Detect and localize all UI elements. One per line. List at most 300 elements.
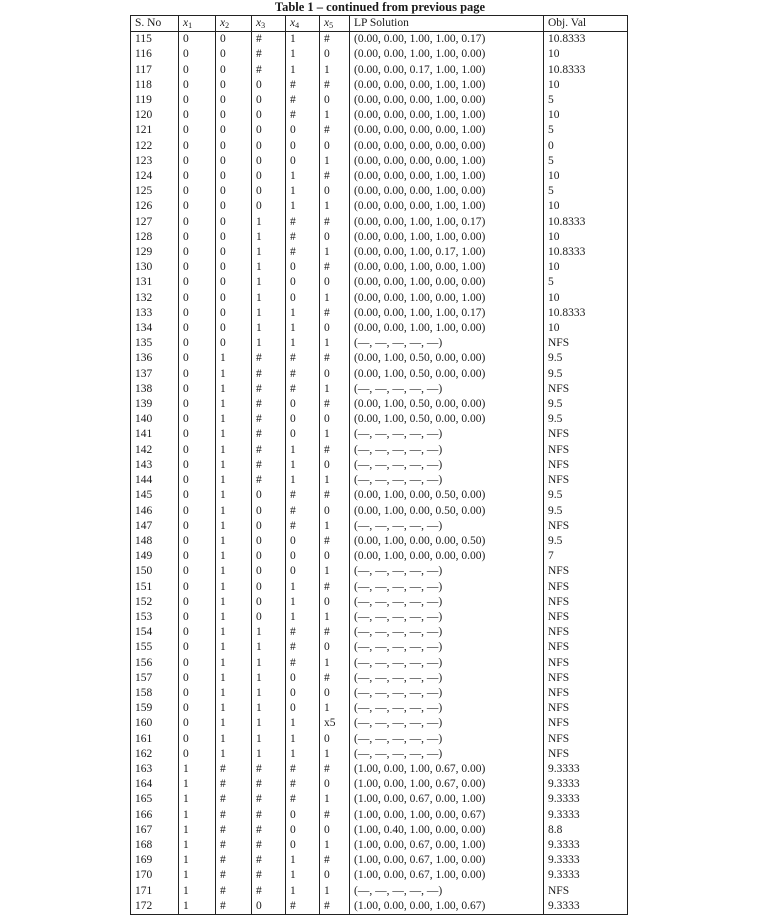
s-no-cell: 141 [131,427,179,442]
x1-cell: 1 [179,853,216,868]
s-no-cell: 149 [131,549,179,564]
table-row [131,154,628,169]
x3-cell: 0 [252,504,286,519]
header-s-no: S. No [131,16,179,32]
x3-cell: 1 [252,306,286,321]
s-no-cell: 139 [131,397,179,412]
x5-cell: # [320,808,350,823]
obj-val-cell: 10 [544,260,628,275]
s-no-cell: 117 [131,63,179,78]
lp-solution-cell: (—, —, —, —, —) [350,686,544,701]
header-x5: $x_5$ [320,16,350,32]
x5-cell: 0 [320,275,350,290]
x4-cell: # [286,762,320,777]
x2-cell: 1 [216,595,252,610]
x4-cell: 0 [286,412,320,427]
x4-cell: 0 [286,275,320,290]
s-no-cell: 124 [131,169,179,184]
table-row [131,397,628,412]
x2-cell: 1 [216,351,252,366]
x2-cell: 0 [216,32,252,48]
x3-cell: # [252,792,286,807]
obj-val-cell: NFS [544,701,628,716]
s-no-cell: 137 [131,367,179,382]
x5-cell: 1 [320,656,350,671]
x4-cell: 0 [286,397,320,412]
header-lp-solution: LP Solution [350,16,544,32]
lp-solution-cell: (1.00, 0.00, 0.00, 1.00, 0.67) [350,899,544,915]
x1-cell: 0 [179,260,216,275]
x2-cell: 0 [216,275,252,290]
obj-val-cell: 10 [544,291,628,306]
x4-cell: 1 [286,884,320,899]
x2-cell: # [216,777,252,792]
x2-cell: 0 [216,291,252,306]
x3-cell: # [252,351,286,366]
obj-val-cell: 9.5 [544,534,628,549]
x1-cell: 0 [179,78,216,93]
s-no-cell: 134 [131,321,179,336]
x4-cell: 0 [286,808,320,823]
x5-cell: # [320,397,350,412]
lp-solution-cell: (1.00, 0.00, 0.67, 0.00, 1.00) [350,792,544,807]
x2-cell: 1 [216,580,252,595]
x1-cell: 0 [179,610,216,625]
x3-cell: 1 [252,230,286,245]
x2-cell: 1 [216,564,252,579]
obj-val-cell: 9.3333 [544,853,628,868]
lp-solution-cell: (0.00, 1.00, 0.00, 0.00, 0.50) [350,534,544,549]
x1-cell: 0 [179,93,216,108]
obj-val-cell: NFS [544,564,628,579]
table-row [131,671,628,686]
x3-cell: 0 [252,488,286,503]
x1-cell: 0 [179,139,216,154]
x4-cell: 1 [286,868,320,883]
lp-solution-cell: (—, —, —, —, —) [350,382,544,397]
header-x2: $x_2$ [216,16,252,32]
obj-val-cell: 0 [544,139,628,154]
obj-val-cell: 5 [544,275,628,290]
x1-cell: 0 [179,549,216,564]
x3-cell: # [252,808,286,823]
x5-cell: 0 [320,139,350,154]
table-row [131,853,628,868]
table-row [131,595,628,610]
x5-cell: 1 [320,199,350,214]
x3-cell: # [252,47,286,62]
x3-cell: 0 [252,93,286,108]
x3-cell: # [252,367,286,382]
lp-solution-cell: (—, —, —, —, —) [350,458,544,473]
x4-cell: 0 [286,549,320,564]
x4-cell: 1 [286,169,320,184]
x3-cell: 1 [252,640,286,655]
x2-cell: 1 [216,488,252,503]
x2-cell: 0 [216,336,252,351]
s-no-cell: 169 [131,853,179,868]
x4-cell: # [286,78,320,93]
obj-val-cell: 5 [544,93,628,108]
lp-solution-cell: (—, —, —, —, —) [350,427,544,442]
x4-cell: 1 [286,321,320,336]
x5-cell: 1 [320,564,350,579]
obj-val-cell: 9.3333 [544,762,628,777]
x1-cell: 0 [179,519,216,534]
x5-cell: # [320,32,350,48]
x2-cell: 0 [216,184,252,199]
x2-cell: # [216,884,252,899]
obj-val-cell: 5 [544,154,628,169]
x4-cell: 0 [286,686,320,701]
lp-solution-cell: (0.00, 0.00, 0.00, 0.00, 1.00) [350,123,544,138]
x5-cell: # [320,443,350,458]
s-no-cell: 133 [131,306,179,321]
x1-cell: 0 [179,488,216,503]
x3-cell: # [252,884,286,899]
table-row [131,640,628,655]
obj-val-cell: 10.8333 [544,215,628,230]
x5-cell: # [320,534,350,549]
x1-cell: 1 [179,792,216,807]
x1-cell: 0 [179,306,216,321]
s-no-cell: 115 [131,32,179,48]
obj-val-cell: NFS [544,656,628,671]
obj-val-cell: NFS [544,382,628,397]
x4-cell: # [286,519,320,534]
lp-solution-cell: (0.00, 1.00, 0.00, 0.50, 0.00) [350,488,544,503]
x5-cell: # [320,580,350,595]
x3-cell: 1 [252,215,286,230]
table-row [131,306,628,321]
x4-cell: 1 [286,716,320,731]
s-no-cell: 162 [131,747,179,762]
x4-cell: # [286,504,320,519]
x1-cell: 0 [179,321,216,336]
obj-val-cell: 10 [544,169,628,184]
x4-cell: # [286,640,320,655]
x4-cell: # [286,367,320,382]
x1-cell: 1 [179,808,216,823]
s-no-cell: 154 [131,625,179,640]
x4-cell: 0 [286,427,320,442]
lp-solution-cell: (—, —, —, —, —) [350,595,544,610]
table-row [131,777,628,792]
obj-val-cell: NFS [544,686,628,701]
x5-cell: 1 [320,154,350,169]
s-no-cell: 127 [131,215,179,230]
x2-cell: 1 [216,671,252,686]
x3-cell: # [252,823,286,838]
table-row [131,63,628,78]
table-row [131,78,628,93]
obj-val-cell: 10.8333 [544,63,628,78]
table-row [131,701,628,716]
obj-val-cell: 9.3333 [544,868,628,883]
x1-cell: 0 [179,656,216,671]
s-no-cell: 165 [131,792,179,807]
x3-cell: # [252,397,286,412]
obj-val-cell: NFS [544,580,628,595]
s-no-cell: 140 [131,412,179,427]
lp-solution-cell: (0.00, 0.00, 0.00, 1.00, 0.00) [350,184,544,199]
x4-cell: 1 [286,747,320,762]
x3-cell: 0 [252,549,286,564]
x4-cell: 0 [286,534,320,549]
obj-val-cell: NFS [544,443,628,458]
x5-cell: 0 [320,732,350,747]
s-no-cell: 143 [131,458,179,473]
lp-solution-cell: (0.00, 0.00, 1.00, 0.00, 1.00) [350,260,544,275]
obj-val-cell: 5 [544,184,628,199]
x2-cell: 1 [216,732,252,747]
s-no-cell: 132 [131,291,179,306]
x5-cell: 1 [320,291,350,306]
s-no-cell: 138 [131,382,179,397]
x3-cell: 0 [252,564,286,579]
x5-cell: 0 [320,686,350,701]
x4-cell: 1 [286,610,320,625]
table-row [131,93,628,108]
x5-cell: 0 [320,640,350,655]
lp-solution-cell: (—, —, —, —, —) [350,671,544,686]
table-row [131,291,628,306]
x5-cell: 1 [320,838,350,853]
x4-cell: 0 [286,123,320,138]
x5-cell: 1 [320,519,350,534]
obj-val-cell: 10.8333 [544,306,628,321]
x5-cell: # [320,625,350,640]
lp-solution-cell: (1.00, 0.00, 0.67, 1.00, 0.00) [350,853,544,868]
lp-solution-cell: (—, —, —, —, —) [350,580,544,595]
x1-cell: 0 [179,108,216,123]
obj-val-cell: 5 [544,123,628,138]
table-row [131,443,628,458]
x5-cell: 1 [320,473,350,488]
lp-solution-cell: (0.00, 0.00, 1.00, 1.00, 0.00) [350,47,544,62]
x4-cell: # [286,215,320,230]
lp-solution-cell: (—, —, —, —, —) [350,610,544,625]
s-no-cell: 131 [131,275,179,290]
obj-val-cell: 7 [544,549,628,564]
x4-cell: 1 [286,595,320,610]
table-row [131,899,628,915]
x2-cell: 1 [216,427,252,442]
x2-cell: # [216,853,252,868]
table-row [131,823,628,838]
x4-cell: 0 [286,291,320,306]
table-row [131,808,628,823]
x3-cell: # [252,412,286,427]
lp-solution-cell: (0.00, 0.00, 1.00, 1.00, 0.17) [350,306,544,321]
table-row [131,275,628,290]
x4-cell: 0 [286,823,320,838]
table-row [131,382,628,397]
header-x3: $x_3$ [252,16,286,32]
x3-cell: 0 [252,78,286,93]
x2-cell: 0 [216,47,252,62]
obj-val-cell: 9.5 [544,412,628,427]
s-no-cell: 168 [131,838,179,853]
s-no-cell: 118 [131,78,179,93]
table-row [131,884,628,899]
x2-cell: 0 [216,78,252,93]
lp-solution-cell: (1.00, 0.00, 0.67, 1.00, 0.00) [350,868,544,883]
x2-cell: 1 [216,747,252,762]
s-no-cell: 136 [131,351,179,366]
x3-cell: 0 [252,595,286,610]
x3-cell: # [252,382,286,397]
x1-cell: 0 [179,640,216,655]
obj-val-cell: 10 [544,199,628,214]
obj-val-cell: NFS [544,519,628,534]
x1-cell: 1 [179,838,216,853]
table-row [131,184,628,199]
table-row [131,123,628,138]
table-row [131,108,628,123]
x3-cell: 1 [252,260,286,275]
x1-cell: 0 [179,443,216,458]
x1-cell: 0 [179,215,216,230]
x1-cell: 0 [179,291,216,306]
obj-val-cell: 10.8333 [544,245,628,260]
obj-val-cell: 9.5 [544,397,628,412]
table-row [131,367,628,382]
x1-cell: 0 [179,595,216,610]
s-no-cell: 171 [131,884,179,899]
s-no-cell: 125 [131,184,179,199]
x4-cell: # [286,488,320,503]
x4-cell: 1 [286,32,320,48]
obj-val-cell: NFS [544,716,628,731]
x5-cell: # [320,123,350,138]
x2-cell: 1 [216,458,252,473]
x1-cell: 1 [179,884,216,899]
x2-cell: 0 [216,93,252,108]
x2-cell: 1 [216,382,252,397]
s-no-cell: 151 [131,580,179,595]
lp-solution-cell: (0.00, 0.00, 0.00, 1.00, 0.00) [350,93,544,108]
x5-cell: 0 [320,868,350,883]
lp-solution-cell: (—, —, —, —, —) [350,747,544,762]
x4-cell: 0 [286,564,320,579]
x1-cell: 0 [179,169,216,184]
x4-cell: 1 [286,199,320,214]
obj-val-cell: 10 [544,108,628,123]
lp-solution-cell: (0.00, 1.00, 0.00, 0.00, 0.00) [350,549,544,564]
lp-solution-cell: (0.00, 0.00, 0.00, 0.00, 1.00) [350,154,544,169]
table-row [131,610,628,625]
table-row [131,336,628,351]
x4-cell: 0 [286,260,320,275]
obj-val-cell: 10 [544,230,628,245]
x2-cell: 0 [216,260,252,275]
x5-cell: 0 [320,504,350,519]
lp-solution-cell: (1.00, 0.00, 1.00, 0.67, 0.00) [350,762,544,777]
x4-cell: # [286,93,320,108]
x1-cell: 0 [179,230,216,245]
table-row [131,47,628,62]
s-no-cell: 170 [131,868,179,883]
x3-cell: 1 [252,716,286,731]
obj-val-cell: 8.8 [544,823,628,838]
lp-solution-cell: (0.00, 0.00, 1.00, 0.00, 0.00) [350,275,544,290]
lp-results-table [130,15,628,915]
table-row [131,139,628,154]
x1-cell: 0 [179,504,216,519]
x4-cell: # [286,245,320,260]
table-body [131,32,628,915]
x3-cell: 0 [252,139,286,154]
x5-cell: 0 [320,230,350,245]
x5-cell: # [320,306,350,321]
x2-cell: 1 [216,443,252,458]
x3-cell: # [252,473,286,488]
x5-cell: # [320,488,350,503]
lp-solution-cell: (1.00, 0.40, 1.00, 0.00, 0.00) [350,823,544,838]
x1-cell: 0 [179,154,216,169]
s-no-cell: 160 [131,716,179,731]
obj-val-cell: NFS [544,640,628,655]
header-row [131,16,628,32]
x5-cell: 1 [320,792,350,807]
s-no-cell: 144 [131,473,179,488]
s-no-cell: 121 [131,123,179,138]
x1-cell: 0 [179,580,216,595]
table-row [131,564,628,579]
table-row [131,215,628,230]
x1-cell: 1 [179,868,216,883]
x5-cell: 1 [320,701,350,716]
s-no-cell: 159 [131,701,179,716]
x5-cell: 1 [320,382,350,397]
x5-cell: 0 [320,321,350,336]
x2-cell: 1 [216,504,252,519]
lp-solution-cell: (0.00, 1.00, 0.50, 0.00, 0.00) [350,367,544,382]
x3-cell: # [252,838,286,853]
x5-cell: # [320,260,350,275]
table-row [131,412,628,427]
x3-cell: 0 [252,108,286,123]
x3-cell: 0 [252,123,286,138]
table-row [131,762,628,777]
lp-solution-cell: (0.00, 0.00, 1.00, 0.00, 1.00) [350,291,544,306]
x5-cell: 1 [320,610,350,625]
x1-cell: 0 [179,427,216,442]
x1-cell: 1 [179,899,216,915]
obj-val-cell: NFS [544,595,628,610]
lp-solution-cell: (—, —, —, —, —) [350,884,544,899]
x1-cell: 0 [179,199,216,214]
x2-cell: 0 [216,154,252,169]
x2-cell: 1 [216,367,252,382]
x4-cell: # [286,382,320,397]
x2-cell: 0 [216,63,252,78]
lp-solution-cell: (—, —, —, —, —) [350,519,544,534]
x3-cell: 0 [252,199,286,214]
x5-cell: 0 [320,47,350,62]
x5-cell: 0 [320,777,350,792]
header-x4: $x_4$ [286,16,320,32]
s-no-cell: 130 [131,260,179,275]
table-row [131,656,628,671]
x2-cell: 1 [216,701,252,716]
x3-cell: 1 [252,336,286,351]
x1-cell: 0 [179,671,216,686]
obj-val-cell: NFS [544,732,628,747]
obj-val-cell: NFS [544,427,628,442]
x4-cell: 1 [286,458,320,473]
